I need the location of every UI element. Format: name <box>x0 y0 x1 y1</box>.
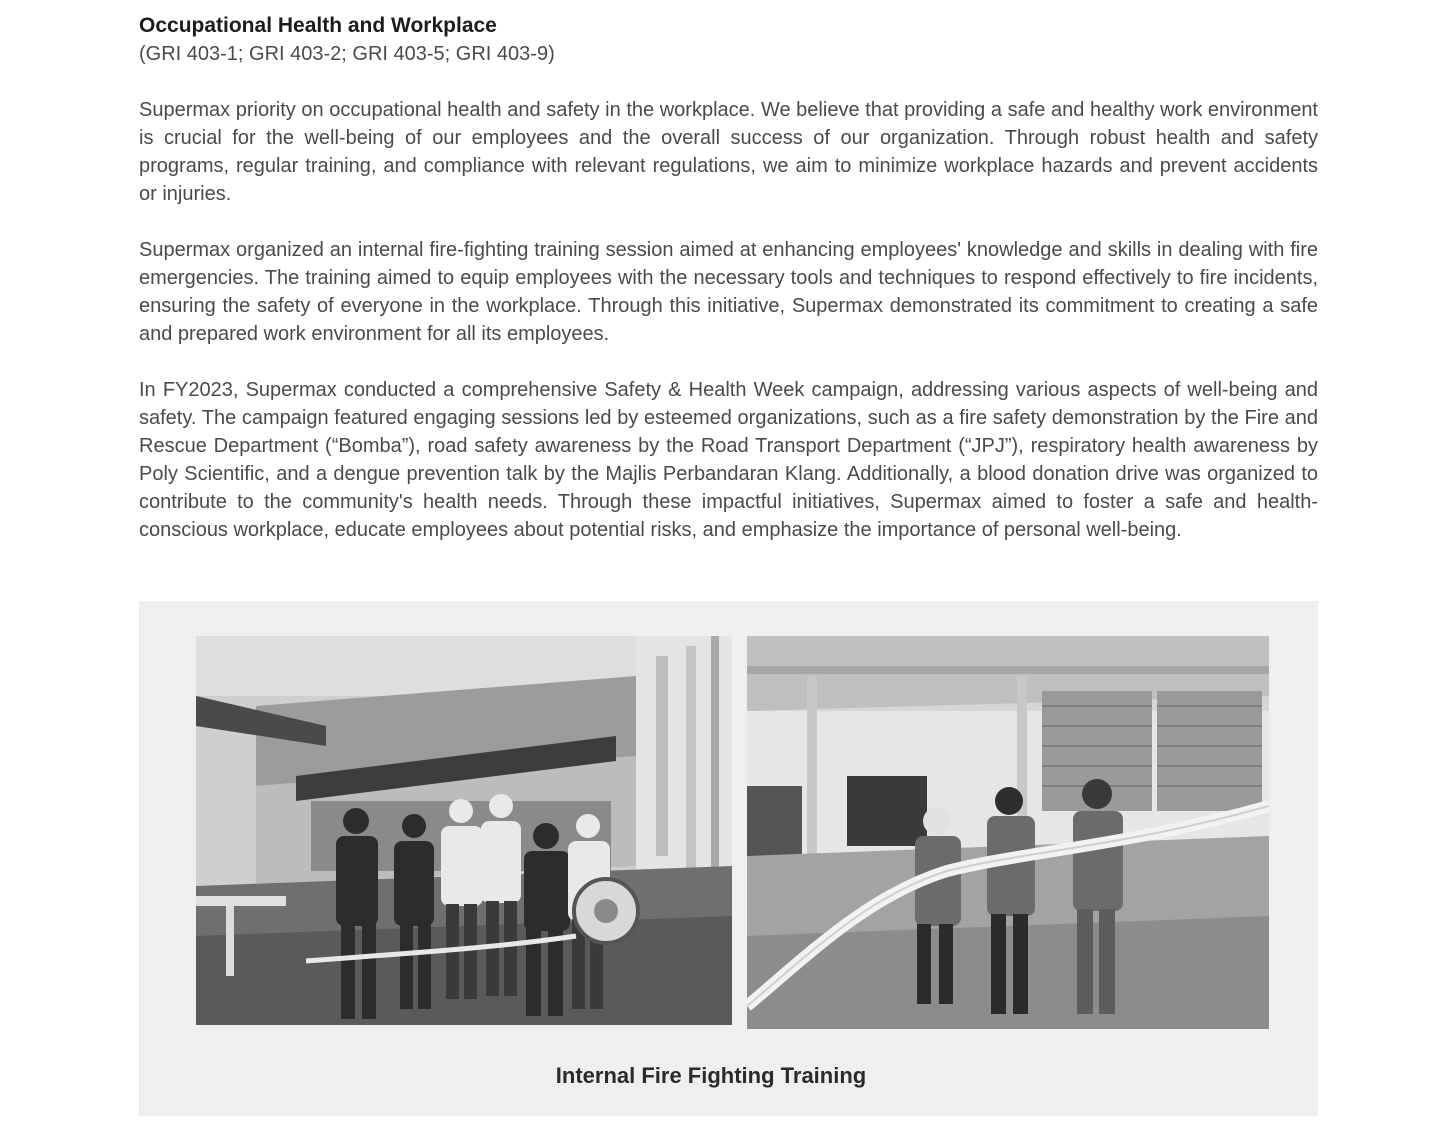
figure-caption: Internal Fire Fighting Training <box>555 1063 867 1088</box>
photo-fire-drill-warehouse <box>747 636 1269 1029</box>
photo-fire-drill-outdoor <box>196 636 732 1025</box>
gri-reference: (GRI 403-1; GRI 403-2; GRI 403-5; GRI 403-9) <box>139 43 555 65</box>
paragraph-safety-health-week: In FY2023, Supermax conducted a comprehensive Safety & Health Week campaign, addressing various aspects of well-being and safety. The campaign featured engaging sessions led by esteemed organizations, such as a fire safety demonstration by the Fire and Rescue Department (“Bomba”), road safety awareness by the Road Transport Department (“JPJ”), respiratory health awareness by Poly Scientific, and a dengue prevention talk by the Majlis Perbandaran Klang. Additionally, a blood donation drive was organized to contribute to the community's health needs. Through these impactful initiatives, Supermax aimed to foster a safe and health-conscious workplace, educate employees about potential risks, and emphasize the importance of personal well-being. <box>139 379 1318 541</box>
photo-figure <box>139 601 1318 1116</box>
section-title: Occupational Health and Workplace <box>139 14 497 37</box>
paragraph-health-safety-priority: Supermax priority on occupational health and safety in the workplace. We believe that providing a safe and healthy work environment is crucial for the well-being of our employees and the overall success of our organization. Through robust health and safety programs, regular training, and compliance with relevant regulations, we aim to minimize workplace hazards and prevent accidents or injuries. <box>139 99 1318 205</box>
paragraph-fire-fighting-training: Supermax organized an internal fire-fighting training session aimed at enhancing employees' knowledge and skills in dealing with fire emergencies. The training aimed to equip employees with the necessary tools and techniques to respond effectively to fire incidents, ensuring the safety of everyone in the workplace. Through this initiative, Supermax demonstrated its commitment to creating a safe and prepared work environment for all its employees. <box>139 239 1318 345</box>
document-body <box>139 12 1318 544</box>
